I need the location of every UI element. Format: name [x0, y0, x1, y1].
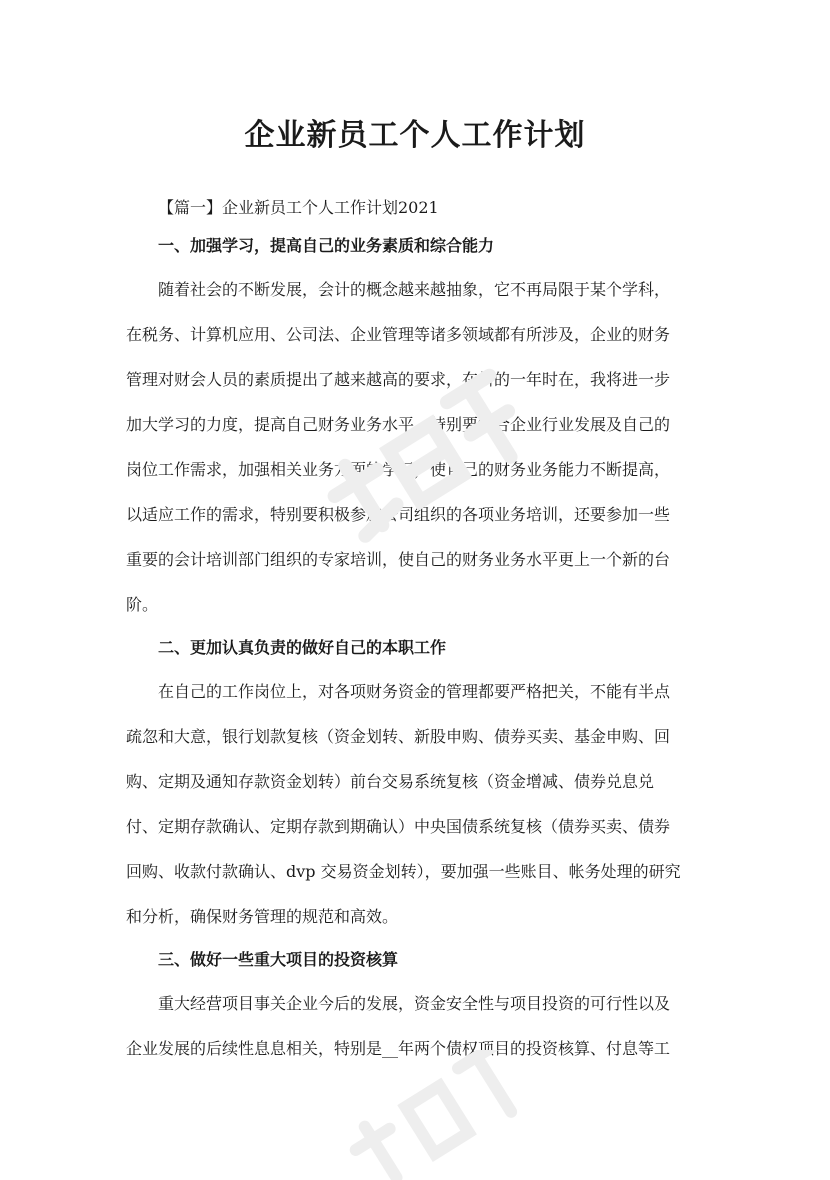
paragraph-line: 岗位工作需求，加强相关业务方面的学习，使自己的财务业务能力不断提高，	[126, 460, 671, 479]
document-body	[126, 190, 706, 1074]
paragraph-line: 随着社会的不断发展，会计的概念越来越抽象，它不再局限于某个学科，	[158, 280, 671, 299]
section-heading-3: 三、做好一些重大项目的投资核算	[158, 950, 399, 969]
paragraph-line: 管理对财会人员的素质提出了越来越高的要求，在新的一年时在，我将进一步	[126, 370, 671, 389]
paragraph-line: 和分析，确保财务管理的规范和高效。	[126, 907, 399, 926]
paragraph-line: 重大经营项目事关企业今后的发展，资金安全性与项目投资的可行性以及	[158, 994, 671, 1013]
section-heading-1: 一、加强学习，提高自己的业务素质和综合能力	[158, 236, 495, 255]
section-paragraph-3	[126, 981, 706, 1071]
section-heading-2: 二、更加认真负责的做好自己的本职工作	[158, 638, 447, 657]
paragraph-line: 在自己的工作岗位上，对各项财务资金的管理都要严格把关，不能有半点	[158, 682, 671, 701]
paragraph-line: 重要的会计培训部门组织的专家培训，使自己的财务业务水平更上一个新的台	[126, 550, 671, 569]
paragraph-line: 在税务、计算机应用、公司法、企业管理等诸多领域都有所涉及，企业的财务	[126, 325, 671, 344]
document-subtitle: 【篇一】企业新员工个人工作计划2021	[158, 198, 439, 217]
section-paragraph-2	[126, 669, 706, 939]
paragraph-line: 阶。	[126, 595, 159, 614]
paragraph-line: 企业发展的后续性息息相关，特别是__年两个债权项目的投资核算、付息等工	[126, 1039, 671, 1058]
section-paragraph-1	[126, 267, 706, 627]
paragraph-line: 疏忽和大意，银行划款复核（资金划转、新股申购、债券买卖、基金申购、回	[126, 727, 671, 746]
document-title: 企业新员工个人工作计划	[244, 118, 586, 153]
paragraph-line: 付、定期存款确认、定期存款到期确认）中央国债系统复核（债券买卖、债券	[126, 817, 671, 836]
paragraph-line: 回购、收款付款确认、dvp 交易资金划转），要加强一些账目、帐务处理的研究	[126, 862, 681, 881]
paragraph-line: 以适应工作的需求，特别要积极参加公司组织的各项业务培训，还要参加一些	[126, 505, 671, 524]
paragraph-line: 加大学习的力度，提高自己财务业务水平，特别要结合企业行业发展及自己的	[126, 415, 671, 434]
paragraph-line: 购、定期及通知存款资金划转）前台交易系统复核（资金增减、债券兑息兑	[126, 772, 655, 791]
